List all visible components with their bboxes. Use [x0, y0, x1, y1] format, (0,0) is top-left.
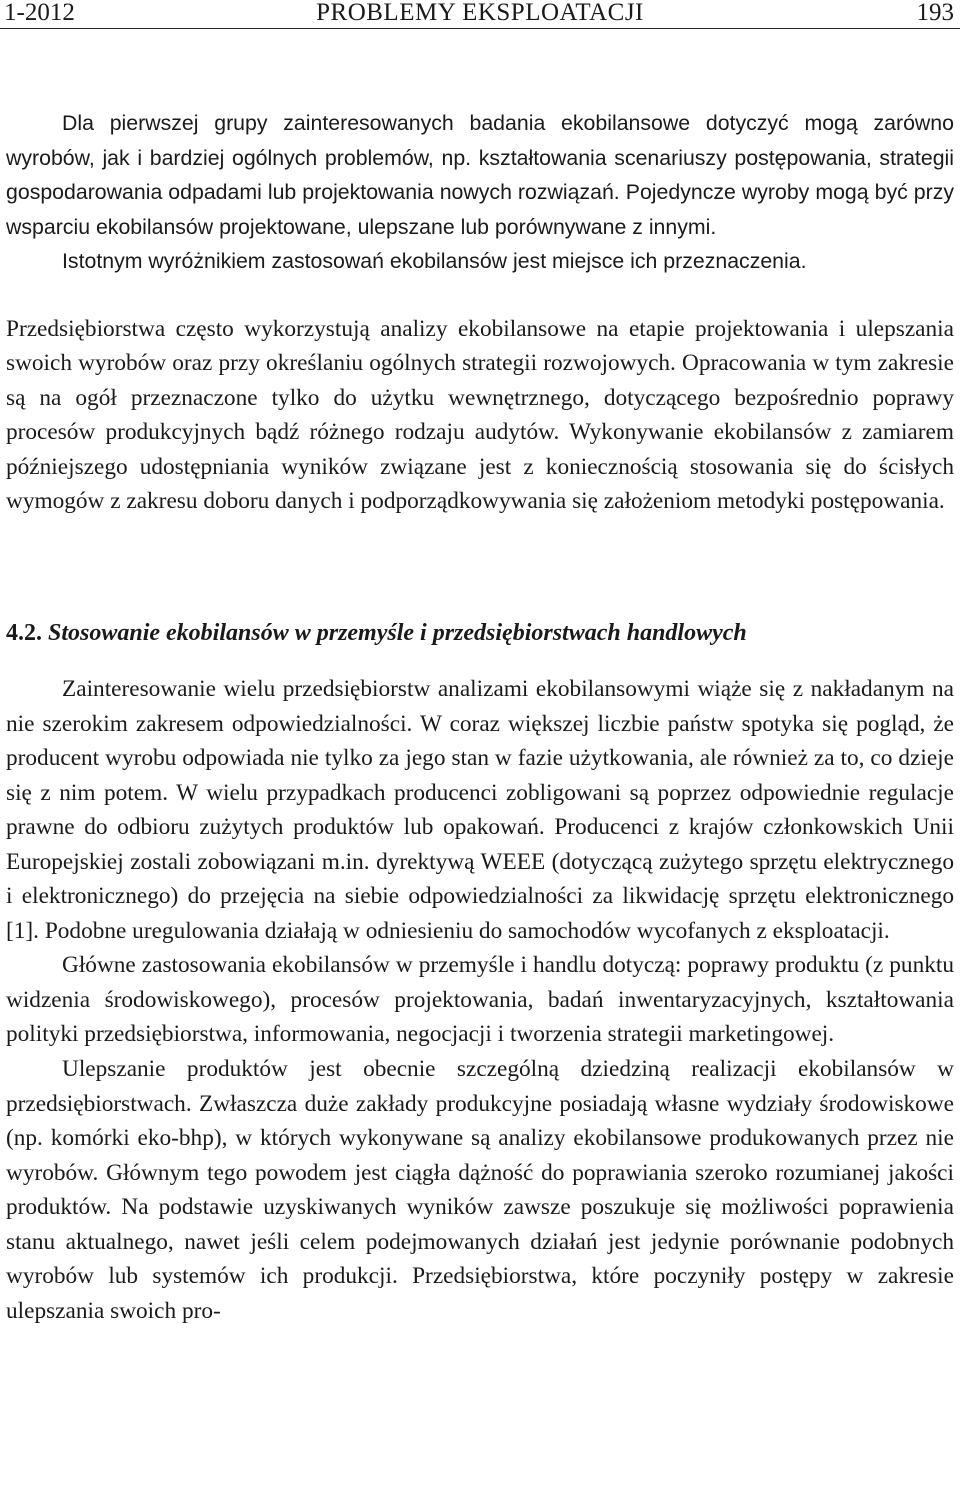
section-title: Stosowanie ekobilansów w przemyśle i przedsiębiorstwach handlowych — [48, 620, 747, 646]
journal-title: PROBLEMY EKSPLOATACJI — [316, 0, 644, 26]
section-heading — [6, 620, 747, 647]
paragraph-block-a — [6, 106, 954, 279]
paragraph-3: Zainteresowanie wielu przedsiębiorstw analizami ekobilansowymi wiąże się z nakładanym na nie szerokim zakresem odpowiedzialności. W coraz większej liczbie państw spotyka się pogląd, że producent wyrobu odpowiada nie tylko za jego stan w fazie użytkowania, ale również za to, co dzieje się z nim potem. W wielu przypadkach producenci zobligowani są poprzez odpowiednie regulacje prawne do odbioru zużytych produktów lub opakowań. Producenci z krajów członkowskich Unii Europejskiej zostali zobowiązani m.in. dyrektywą WEEE (dotyczącą zużytego sprzętu elektrycznego i elektronicznego) do przejęcia na siebie odpowiedzialności za likwidację sprzętu elektronicznego [1]. Podobne uregulowania działają w odniesieniu do samochodów wycofanych z eksploatacji. — [6, 676, 954, 944]
paragraph-2-rest: Przedsiębiorstwa często wykorzystują analizy ekobilansowe na etapie projektowania i ulepszania swoich wyrobów oraz przy określaniu ogólnych strategii rozwojowych. Opracowania w tym zakresie są na ogół przeznaczone tylko do użytku wewnętrznego, dotyczącego bezpośrednio poprawy procesów produkcyjnych bądź różnego rodzaju audytów. Wykonywanie ekobilansów z zamiarem późniejszego udostępniania wyników związane jest z koniecznością stosowania się do ścisłych wymogów z zakresu doboru danych i podporządkowywania się założeniom metodyki postępowania. — [6, 316, 954, 515]
section-number: 4.2. — [6, 620, 42, 646]
paragraph-5: Ulepszanie produktów jest obecnie szczególną dziedziną realizacji ekobilansów w przedsiębiorstwach. Zwłaszcza duże zakłady produkcyjne posiadają własne wydziały środowiskowe (np. komórki eko-bhp), w których wykonywane są analizy ekobilansowe produkowanych przez nie wyrobów. Głównym tego powodem jest ciągła dążność do poprawiania szeroko rozumianej jakości produktów. Na podstawie uzyskiwanych wyników zawsze poszukuje się możliwości poprawienia stanu aktualnego, nawet jeśli celem podejmowanych działań jest jedynie porównanie podobnych wyrobów lub systemów ich produkcji. Przedsiębiorstwa, które poczyniły postępy w zakresie ulepszania swoich pro- — [6, 1056, 954, 1324]
paragraph-2-start: Istotnym wyróżnikiem zastosowań ekobilansów jest miejsce ich przeznaczenia. — [62, 249, 807, 273]
running-header — [0, 0, 960, 29]
page-number: 193 — [916, 0, 954, 26]
paragraph-block-c — [6, 672, 954, 1328]
paragraph-block-b — [6, 312, 954, 518]
paragraph-1: Dla pierwszej grupy zainteresowanych badania ekobilansowe dotyczyć mogą zarówno wyrobów, jak i bardziej ogólnych problemów, np. kształtowania scenariuszy postępowania, strategii gospodarowania odpadami lub projektowania nowych rozwiązań. Pojedyncze wyroby mogą być przy wsparciu ekobilansów projektowane, ulepszane lub porównywane z innymi. — [6, 111, 954, 239]
issue-label: 1-2012 — [4, 0, 75, 26]
paragraph-4: Główne zastosowania ekobilansów w przemyśle i handlu dotyczą: poprawy produktu (z punktu widzenia środowiskowego), procesów projektowania, badań inwentaryzacyjnych, kształtowania polityki przedsiębiorstwa, informowania, negocjacji i tworzenia strategii marketingowej. — [6, 952, 954, 1048]
